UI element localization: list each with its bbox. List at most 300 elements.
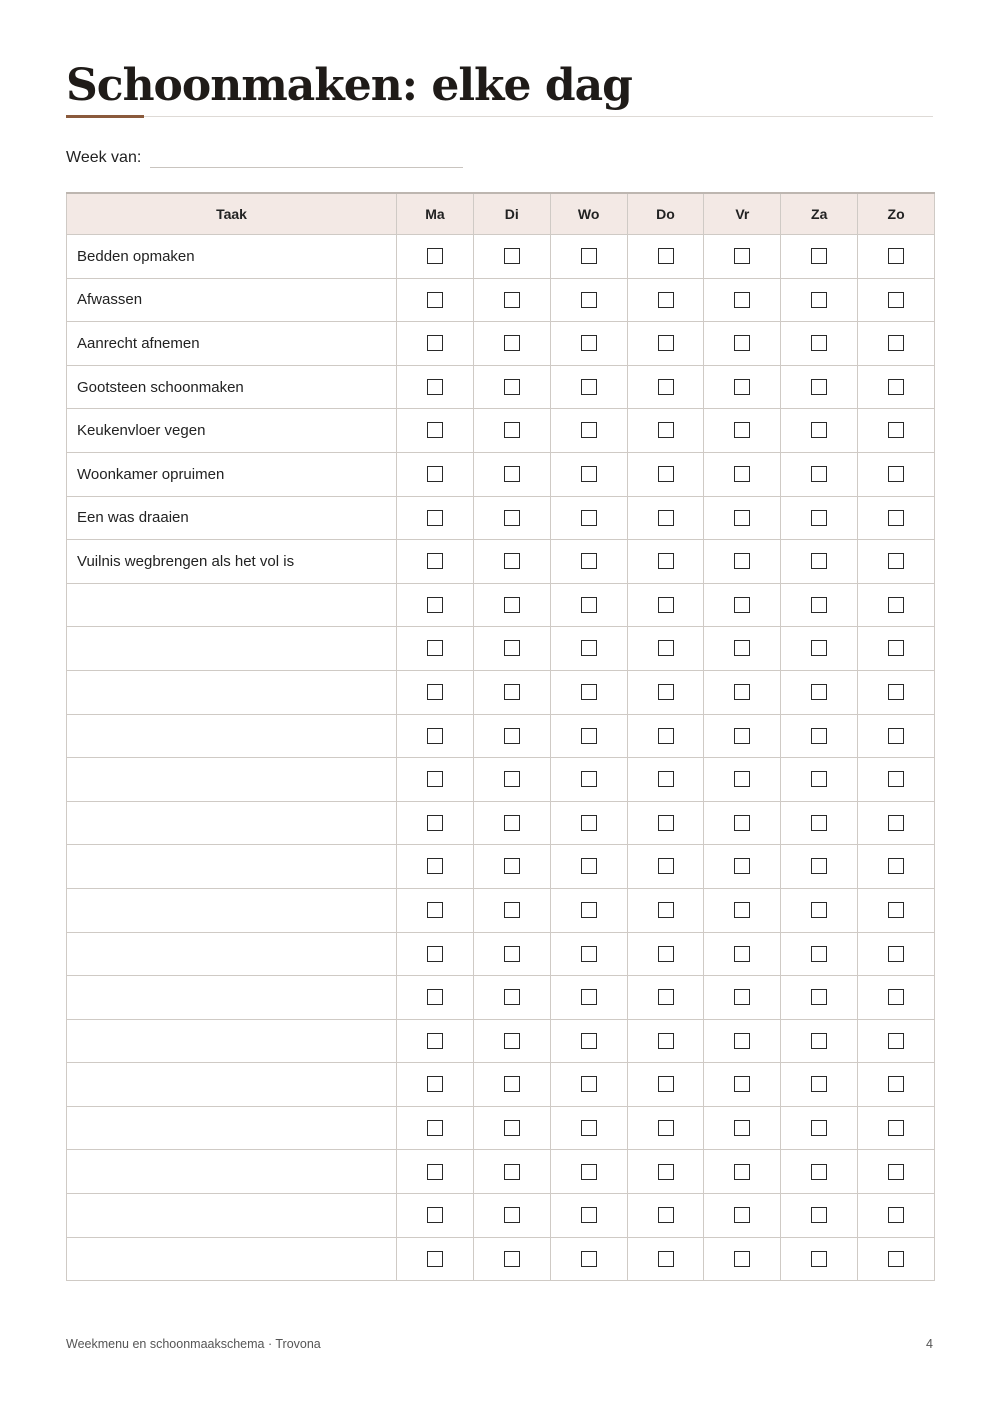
day-cell bbox=[550, 322, 627, 366]
day-checkbox[interactable] bbox=[581, 1076, 597, 1092]
page-title: Schoonmaken: elke dag bbox=[66, 60, 632, 111]
day-checkbox[interactable] bbox=[658, 989, 674, 1005]
day-cell bbox=[858, 1237, 935, 1281]
day-checkbox[interactable] bbox=[734, 292, 750, 308]
day-checkbox[interactable] bbox=[504, 1164, 520, 1180]
day-cell bbox=[627, 365, 704, 409]
day-checkbox[interactable] bbox=[427, 1033, 443, 1049]
day-checkbox[interactable] bbox=[581, 1207, 597, 1223]
table-row bbox=[67, 714, 935, 758]
day-checkbox[interactable] bbox=[888, 1033, 904, 1049]
day-cell bbox=[627, 888, 704, 932]
day-checkbox[interactable] bbox=[734, 684, 750, 700]
day-checkbox[interactable] bbox=[504, 1251, 520, 1267]
day-cell bbox=[550, 235, 627, 279]
day-checkbox[interactable] bbox=[658, 684, 674, 700]
day-cell bbox=[781, 365, 858, 409]
task-name[interactable] bbox=[67, 627, 397, 671]
day-cell bbox=[858, 627, 935, 671]
day-checkbox[interactable] bbox=[581, 379, 597, 395]
task-name[interactable] bbox=[67, 1194, 397, 1238]
table-row bbox=[67, 1063, 935, 1107]
day-checkbox[interactable] bbox=[658, 902, 674, 918]
day-cell bbox=[550, 365, 627, 409]
table-row bbox=[67, 1237, 935, 1281]
day-checkbox[interactable] bbox=[734, 858, 750, 874]
day-cell bbox=[473, 1237, 550, 1281]
day-checkbox[interactable] bbox=[581, 640, 597, 656]
day-cell bbox=[550, 1194, 627, 1238]
day-checkbox[interactable] bbox=[734, 771, 750, 787]
task-name[interactable] bbox=[67, 583, 397, 627]
day-checkbox[interactable] bbox=[811, 248, 827, 264]
day-checkbox[interactable] bbox=[427, 640, 443, 656]
day-cell bbox=[704, 1150, 781, 1194]
day-checkbox[interactable] bbox=[427, 335, 443, 351]
day-cell bbox=[704, 1063, 781, 1107]
task-name[interactable] bbox=[67, 670, 397, 714]
table-row bbox=[67, 845, 935, 889]
task-name[interactable] bbox=[67, 1237, 397, 1281]
task-name[interactable]: Bedden opmaken bbox=[67, 235, 397, 279]
day-checkbox[interactable] bbox=[888, 248, 904, 264]
day-cell bbox=[473, 932, 550, 976]
day-checkbox[interactable] bbox=[504, 1033, 520, 1049]
task-name[interactable]: Afwassen bbox=[67, 278, 397, 322]
day-cell bbox=[858, 278, 935, 322]
task-name[interactable] bbox=[67, 976, 397, 1020]
day-checkbox[interactable] bbox=[427, 815, 443, 831]
day-checkbox[interactable] bbox=[581, 510, 597, 526]
day-checkbox[interactable] bbox=[658, 466, 674, 482]
day-checkbox[interactable] bbox=[658, 379, 674, 395]
day-checkbox[interactable] bbox=[811, 1251, 827, 1267]
task-name[interactable]: Gootsteen schoonmaken bbox=[67, 365, 397, 409]
day-cell bbox=[704, 670, 781, 714]
day-checkbox[interactable] bbox=[811, 335, 827, 351]
task-name[interactable] bbox=[67, 1019, 397, 1063]
day-checkbox[interactable] bbox=[504, 858, 520, 874]
day-checkbox[interactable] bbox=[427, 292, 443, 308]
day-checkbox[interactable] bbox=[811, 728, 827, 744]
day-cell bbox=[781, 932, 858, 976]
day-checkbox[interactable] bbox=[888, 989, 904, 1005]
day-checkbox[interactable] bbox=[734, 1033, 750, 1049]
day-checkbox[interactable] bbox=[658, 335, 674, 351]
day-cell bbox=[627, 976, 704, 1020]
day-cell bbox=[781, 1019, 858, 1063]
day-checkbox[interactable] bbox=[811, 292, 827, 308]
day-checkbox[interactable] bbox=[658, 1076, 674, 1092]
day-checkbox[interactable] bbox=[658, 728, 674, 744]
task-name[interactable]: Vuilnis wegbrengen als het vol is bbox=[67, 540, 397, 584]
day-checkbox[interactable] bbox=[734, 553, 750, 569]
day-checkbox[interactable] bbox=[504, 292, 520, 308]
day-checkbox[interactable] bbox=[427, 1207, 443, 1223]
day-checkbox[interactable] bbox=[888, 553, 904, 569]
day-cell bbox=[397, 452, 474, 496]
day-checkbox[interactable] bbox=[888, 466, 904, 482]
day-cell bbox=[781, 714, 858, 758]
day-cell bbox=[781, 1194, 858, 1238]
table-row bbox=[67, 583, 935, 627]
day-cell bbox=[704, 365, 781, 409]
day-checkbox[interactable] bbox=[658, 1164, 674, 1180]
day-checkbox[interactable] bbox=[581, 946, 597, 962]
day-checkbox[interactable] bbox=[734, 946, 750, 962]
day-checkbox[interactable] bbox=[888, 640, 904, 656]
task-name[interactable] bbox=[67, 801, 397, 845]
task-name[interactable] bbox=[67, 932, 397, 976]
day-checkbox[interactable] bbox=[734, 1076, 750, 1092]
day-checkbox[interactable] bbox=[504, 510, 520, 526]
footer-document-title: Weekmenu en schoonmaakschema · Trovona bbox=[66, 1337, 321, 1351]
day-checkbox[interactable] bbox=[888, 728, 904, 744]
day-cell bbox=[550, 932, 627, 976]
day-cell bbox=[704, 627, 781, 671]
table-row bbox=[67, 409, 935, 453]
day-checkbox[interactable] bbox=[427, 379, 443, 395]
day-checkbox[interactable] bbox=[504, 902, 520, 918]
day-checkbox[interactable] bbox=[811, 510, 827, 526]
day-cell bbox=[397, 1019, 474, 1063]
day-cell bbox=[781, 452, 858, 496]
day-checkbox[interactable] bbox=[888, 379, 904, 395]
day-checkbox[interactable] bbox=[658, 597, 674, 613]
day-cell bbox=[627, 583, 704, 627]
day-checkbox[interactable] bbox=[734, 1164, 750, 1180]
day-checkbox[interactable] bbox=[581, 771, 597, 787]
day-checkbox[interactable] bbox=[811, 771, 827, 787]
day-checkbox[interactable] bbox=[658, 422, 674, 438]
day-cell bbox=[781, 1106, 858, 1150]
day-cell bbox=[473, 496, 550, 540]
table-row bbox=[67, 1194, 935, 1238]
day-checkbox[interactable] bbox=[734, 335, 750, 351]
day-cell bbox=[704, 583, 781, 627]
day-checkbox[interactable] bbox=[888, 422, 904, 438]
day-cell bbox=[550, 758, 627, 802]
day-cell bbox=[397, 888, 474, 932]
day-cell bbox=[858, 1150, 935, 1194]
day-checkbox[interactable] bbox=[581, 989, 597, 1005]
day-checkbox[interactable] bbox=[427, 597, 443, 613]
day-checkbox[interactable] bbox=[427, 1251, 443, 1267]
table-row bbox=[67, 1106, 935, 1150]
task-name[interactable]: Woonkamer opruimen bbox=[67, 452, 397, 496]
day-cell bbox=[627, 1063, 704, 1107]
day-checkbox[interactable] bbox=[504, 946, 520, 962]
day-cell bbox=[704, 801, 781, 845]
day-cell bbox=[397, 235, 474, 279]
table-row bbox=[67, 888, 935, 932]
day-checkbox[interactable] bbox=[504, 1076, 520, 1092]
day-checkbox[interactable] bbox=[734, 248, 750, 264]
day-checkbox[interactable] bbox=[427, 1120, 443, 1136]
day-checkbox[interactable] bbox=[811, 989, 827, 1005]
day-checkbox[interactable] bbox=[504, 379, 520, 395]
task-name[interactable]: Keukenvloer vegen bbox=[67, 409, 397, 453]
day-cell bbox=[781, 1150, 858, 1194]
day-cell bbox=[473, 322, 550, 366]
week-input-line[interactable] bbox=[150, 167, 463, 168]
day-cell bbox=[704, 714, 781, 758]
day-checkbox[interactable] bbox=[888, 684, 904, 700]
day-checkbox[interactable] bbox=[581, 597, 597, 613]
day-checkbox[interactable] bbox=[734, 379, 750, 395]
day-cell bbox=[627, 932, 704, 976]
day-checkbox[interactable] bbox=[581, 1251, 597, 1267]
day-checkbox[interactable] bbox=[427, 771, 443, 787]
day-checkbox[interactable] bbox=[427, 248, 443, 264]
day-cell bbox=[473, 627, 550, 671]
task-name[interactable]: Aanrecht afnemen bbox=[67, 322, 397, 366]
day-checkbox[interactable] bbox=[658, 858, 674, 874]
table-row bbox=[67, 932, 935, 976]
day-cell bbox=[858, 758, 935, 802]
day-checkbox[interactable] bbox=[734, 815, 750, 831]
day-checkbox[interactable] bbox=[504, 335, 520, 351]
day-checkbox[interactable] bbox=[811, 422, 827, 438]
day-checkbox[interactable] bbox=[581, 815, 597, 831]
day-checkbox[interactable] bbox=[658, 553, 674, 569]
day-checkbox[interactable] bbox=[811, 597, 827, 613]
day-checkbox[interactable] bbox=[888, 858, 904, 874]
task-name[interactable] bbox=[67, 758, 397, 802]
day-cell bbox=[858, 845, 935, 889]
day-checkbox[interactable] bbox=[734, 510, 750, 526]
column-header-day: Ma bbox=[397, 193, 474, 235]
day-cell bbox=[858, 496, 935, 540]
day-checkbox[interactable] bbox=[658, 510, 674, 526]
table-row bbox=[67, 365, 935, 409]
day-checkbox[interactable] bbox=[658, 1120, 674, 1136]
day-cell bbox=[627, 627, 704, 671]
day-checkbox[interactable] bbox=[811, 1033, 827, 1049]
day-cell bbox=[473, 888, 550, 932]
day-checkbox[interactable] bbox=[811, 640, 827, 656]
day-cell bbox=[781, 888, 858, 932]
day-checkbox[interactable] bbox=[427, 1164, 443, 1180]
task-name[interactable] bbox=[67, 714, 397, 758]
day-checkbox[interactable] bbox=[811, 902, 827, 918]
day-checkbox[interactable] bbox=[658, 292, 674, 308]
day-checkbox[interactable] bbox=[658, 640, 674, 656]
day-checkbox[interactable] bbox=[504, 422, 520, 438]
day-checkbox[interactable] bbox=[581, 335, 597, 351]
day-checkbox[interactable] bbox=[734, 1251, 750, 1267]
day-checkbox[interactable] bbox=[734, 902, 750, 918]
day-checkbox[interactable] bbox=[504, 815, 520, 831]
day-checkbox[interactable] bbox=[581, 858, 597, 874]
day-checkbox[interactable] bbox=[888, 1207, 904, 1223]
day-checkbox[interactable] bbox=[504, 553, 520, 569]
day-cell bbox=[473, 758, 550, 802]
task-name[interactable]: Een was draaien bbox=[67, 496, 397, 540]
day-checkbox[interactable] bbox=[888, 946, 904, 962]
day-cell bbox=[397, 714, 474, 758]
day-checkbox[interactable] bbox=[811, 946, 827, 962]
day-checkbox[interactable] bbox=[581, 1164, 597, 1180]
day-cell bbox=[397, 1150, 474, 1194]
day-cell bbox=[858, 888, 935, 932]
day-checkbox[interactable] bbox=[811, 815, 827, 831]
day-cell bbox=[550, 1063, 627, 1107]
day-checkbox[interactable] bbox=[811, 553, 827, 569]
day-cell bbox=[704, 452, 781, 496]
day-checkbox[interactable] bbox=[427, 946, 443, 962]
day-checkbox[interactable] bbox=[811, 1164, 827, 1180]
week-field bbox=[66, 145, 463, 169]
day-checkbox[interactable] bbox=[888, 292, 904, 308]
day-checkbox[interactable] bbox=[504, 771, 520, 787]
day-cell bbox=[858, 976, 935, 1020]
column-header-day: Di bbox=[473, 193, 550, 235]
day-checkbox[interactable] bbox=[504, 466, 520, 482]
day-cell bbox=[858, 235, 935, 279]
day-checkbox[interactable] bbox=[427, 466, 443, 482]
column-header-day: Za bbox=[781, 193, 858, 235]
day-checkbox[interactable] bbox=[504, 989, 520, 1005]
task-name[interactable] bbox=[67, 1106, 397, 1150]
day-checkbox[interactable] bbox=[658, 1251, 674, 1267]
day-checkbox[interactable] bbox=[811, 858, 827, 874]
day-checkbox[interactable] bbox=[504, 1120, 520, 1136]
day-checkbox[interactable] bbox=[888, 597, 904, 613]
day-checkbox[interactable] bbox=[581, 684, 597, 700]
day-checkbox[interactable] bbox=[888, 902, 904, 918]
day-cell bbox=[781, 322, 858, 366]
task-name[interactable] bbox=[67, 888, 397, 932]
day-cell bbox=[473, 1106, 550, 1150]
day-cell bbox=[397, 1237, 474, 1281]
day-cell bbox=[550, 801, 627, 845]
day-checkbox[interactable] bbox=[811, 1207, 827, 1223]
day-checkbox[interactable] bbox=[427, 902, 443, 918]
day-checkbox[interactable] bbox=[581, 248, 597, 264]
day-cell bbox=[627, 801, 704, 845]
day-cell bbox=[550, 670, 627, 714]
day-checkbox[interactable] bbox=[581, 422, 597, 438]
day-checkbox[interactable] bbox=[504, 597, 520, 613]
day-checkbox[interactable] bbox=[581, 728, 597, 744]
cleaning-schedule-table bbox=[66, 192, 935, 1281]
day-checkbox[interactable] bbox=[811, 379, 827, 395]
day-cell bbox=[397, 845, 474, 889]
day-checkbox[interactable] bbox=[658, 946, 674, 962]
day-checkbox[interactable] bbox=[734, 1207, 750, 1223]
day-checkbox[interactable] bbox=[581, 466, 597, 482]
day-checkbox[interactable] bbox=[581, 292, 597, 308]
day-checkbox[interactable] bbox=[811, 1120, 827, 1136]
day-checkbox[interactable] bbox=[427, 728, 443, 744]
day-checkbox[interactable] bbox=[888, 335, 904, 351]
day-cell bbox=[473, 365, 550, 409]
day-checkbox[interactable] bbox=[734, 466, 750, 482]
day-checkbox[interactable] bbox=[427, 858, 443, 874]
day-checkbox[interactable] bbox=[888, 1251, 904, 1267]
day-checkbox[interactable] bbox=[427, 422, 443, 438]
day-cell bbox=[550, 540, 627, 584]
day-checkbox[interactable] bbox=[734, 989, 750, 1005]
day-cell bbox=[397, 278, 474, 322]
day-checkbox[interactable] bbox=[811, 684, 827, 700]
task-name[interactable] bbox=[67, 845, 397, 889]
day-cell bbox=[550, 496, 627, 540]
day-checkbox[interactable] bbox=[581, 553, 597, 569]
title-accent-bar bbox=[66, 115, 144, 118]
day-cell bbox=[473, 452, 550, 496]
day-checkbox[interactable] bbox=[581, 1120, 597, 1136]
day-checkbox[interactable] bbox=[888, 1120, 904, 1136]
day-checkbox[interactable] bbox=[427, 510, 443, 526]
day-checkbox[interactable] bbox=[734, 1120, 750, 1136]
day-checkbox[interactable] bbox=[504, 728, 520, 744]
day-checkbox[interactable] bbox=[888, 1164, 904, 1180]
day-cell bbox=[473, 976, 550, 1020]
day-cell bbox=[550, 278, 627, 322]
table-row bbox=[67, 496, 935, 540]
day-checkbox[interactable] bbox=[427, 684, 443, 700]
day-cell bbox=[627, 714, 704, 758]
day-cell bbox=[858, 322, 935, 366]
day-checkbox[interactable] bbox=[658, 1207, 674, 1223]
task-name[interactable] bbox=[67, 1150, 397, 1194]
day-checkbox[interactable] bbox=[888, 771, 904, 787]
day-checkbox[interactable] bbox=[734, 422, 750, 438]
day-checkbox[interactable] bbox=[658, 248, 674, 264]
day-checkbox[interactable] bbox=[427, 1076, 443, 1092]
day-checkbox[interactable] bbox=[658, 815, 674, 831]
day-checkbox[interactable] bbox=[811, 1076, 827, 1092]
day-cell bbox=[397, 1106, 474, 1150]
day-cell bbox=[781, 627, 858, 671]
day-checkbox[interactable] bbox=[888, 815, 904, 831]
task-name[interactable] bbox=[67, 1063, 397, 1107]
day-checkbox[interactable] bbox=[504, 248, 520, 264]
day-cell bbox=[397, 540, 474, 584]
day-cell bbox=[473, 235, 550, 279]
day-checkbox[interactable] bbox=[658, 771, 674, 787]
day-cell bbox=[627, 235, 704, 279]
day-checkbox[interactable] bbox=[427, 989, 443, 1005]
day-checkbox[interactable] bbox=[734, 640, 750, 656]
day-cell bbox=[781, 845, 858, 889]
day-cell bbox=[550, 714, 627, 758]
day-cell bbox=[550, 1150, 627, 1194]
day-cell bbox=[397, 670, 474, 714]
day-checkbox[interactable] bbox=[427, 553, 443, 569]
day-checkbox[interactable] bbox=[811, 466, 827, 482]
day-checkbox[interactable] bbox=[504, 640, 520, 656]
day-checkbox[interactable] bbox=[658, 1033, 674, 1049]
day-checkbox[interactable] bbox=[581, 902, 597, 918]
day-cell bbox=[858, 714, 935, 758]
day-cell bbox=[704, 496, 781, 540]
day-checkbox[interactable] bbox=[504, 1207, 520, 1223]
day-checkbox[interactable] bbox=[581, 1033, 597, 1049]
day-checkbox[interactable] bbox=[734, 728, 750, 744]
day-cell bbox=[473, 801, 550, 845]
day-checkbox[interactable] bbox=[888, 510, 904, 526]
table-row bbox=[67, 322, 935, 366]
day-checkbox[interactable] bbox=[734, 597, 750, 613]
day-cell bbox=[397, 1063, 474, 1107]
day-cell bbox=[550, 452, 627, 496]
day-checkbox[interactable] bbox=[888, 1076, 904, 1092]
table-row bbox=[67, 1150, 935, 1194]
day-checkbox[interactable] bbox=[504, 684, 520, 700]
